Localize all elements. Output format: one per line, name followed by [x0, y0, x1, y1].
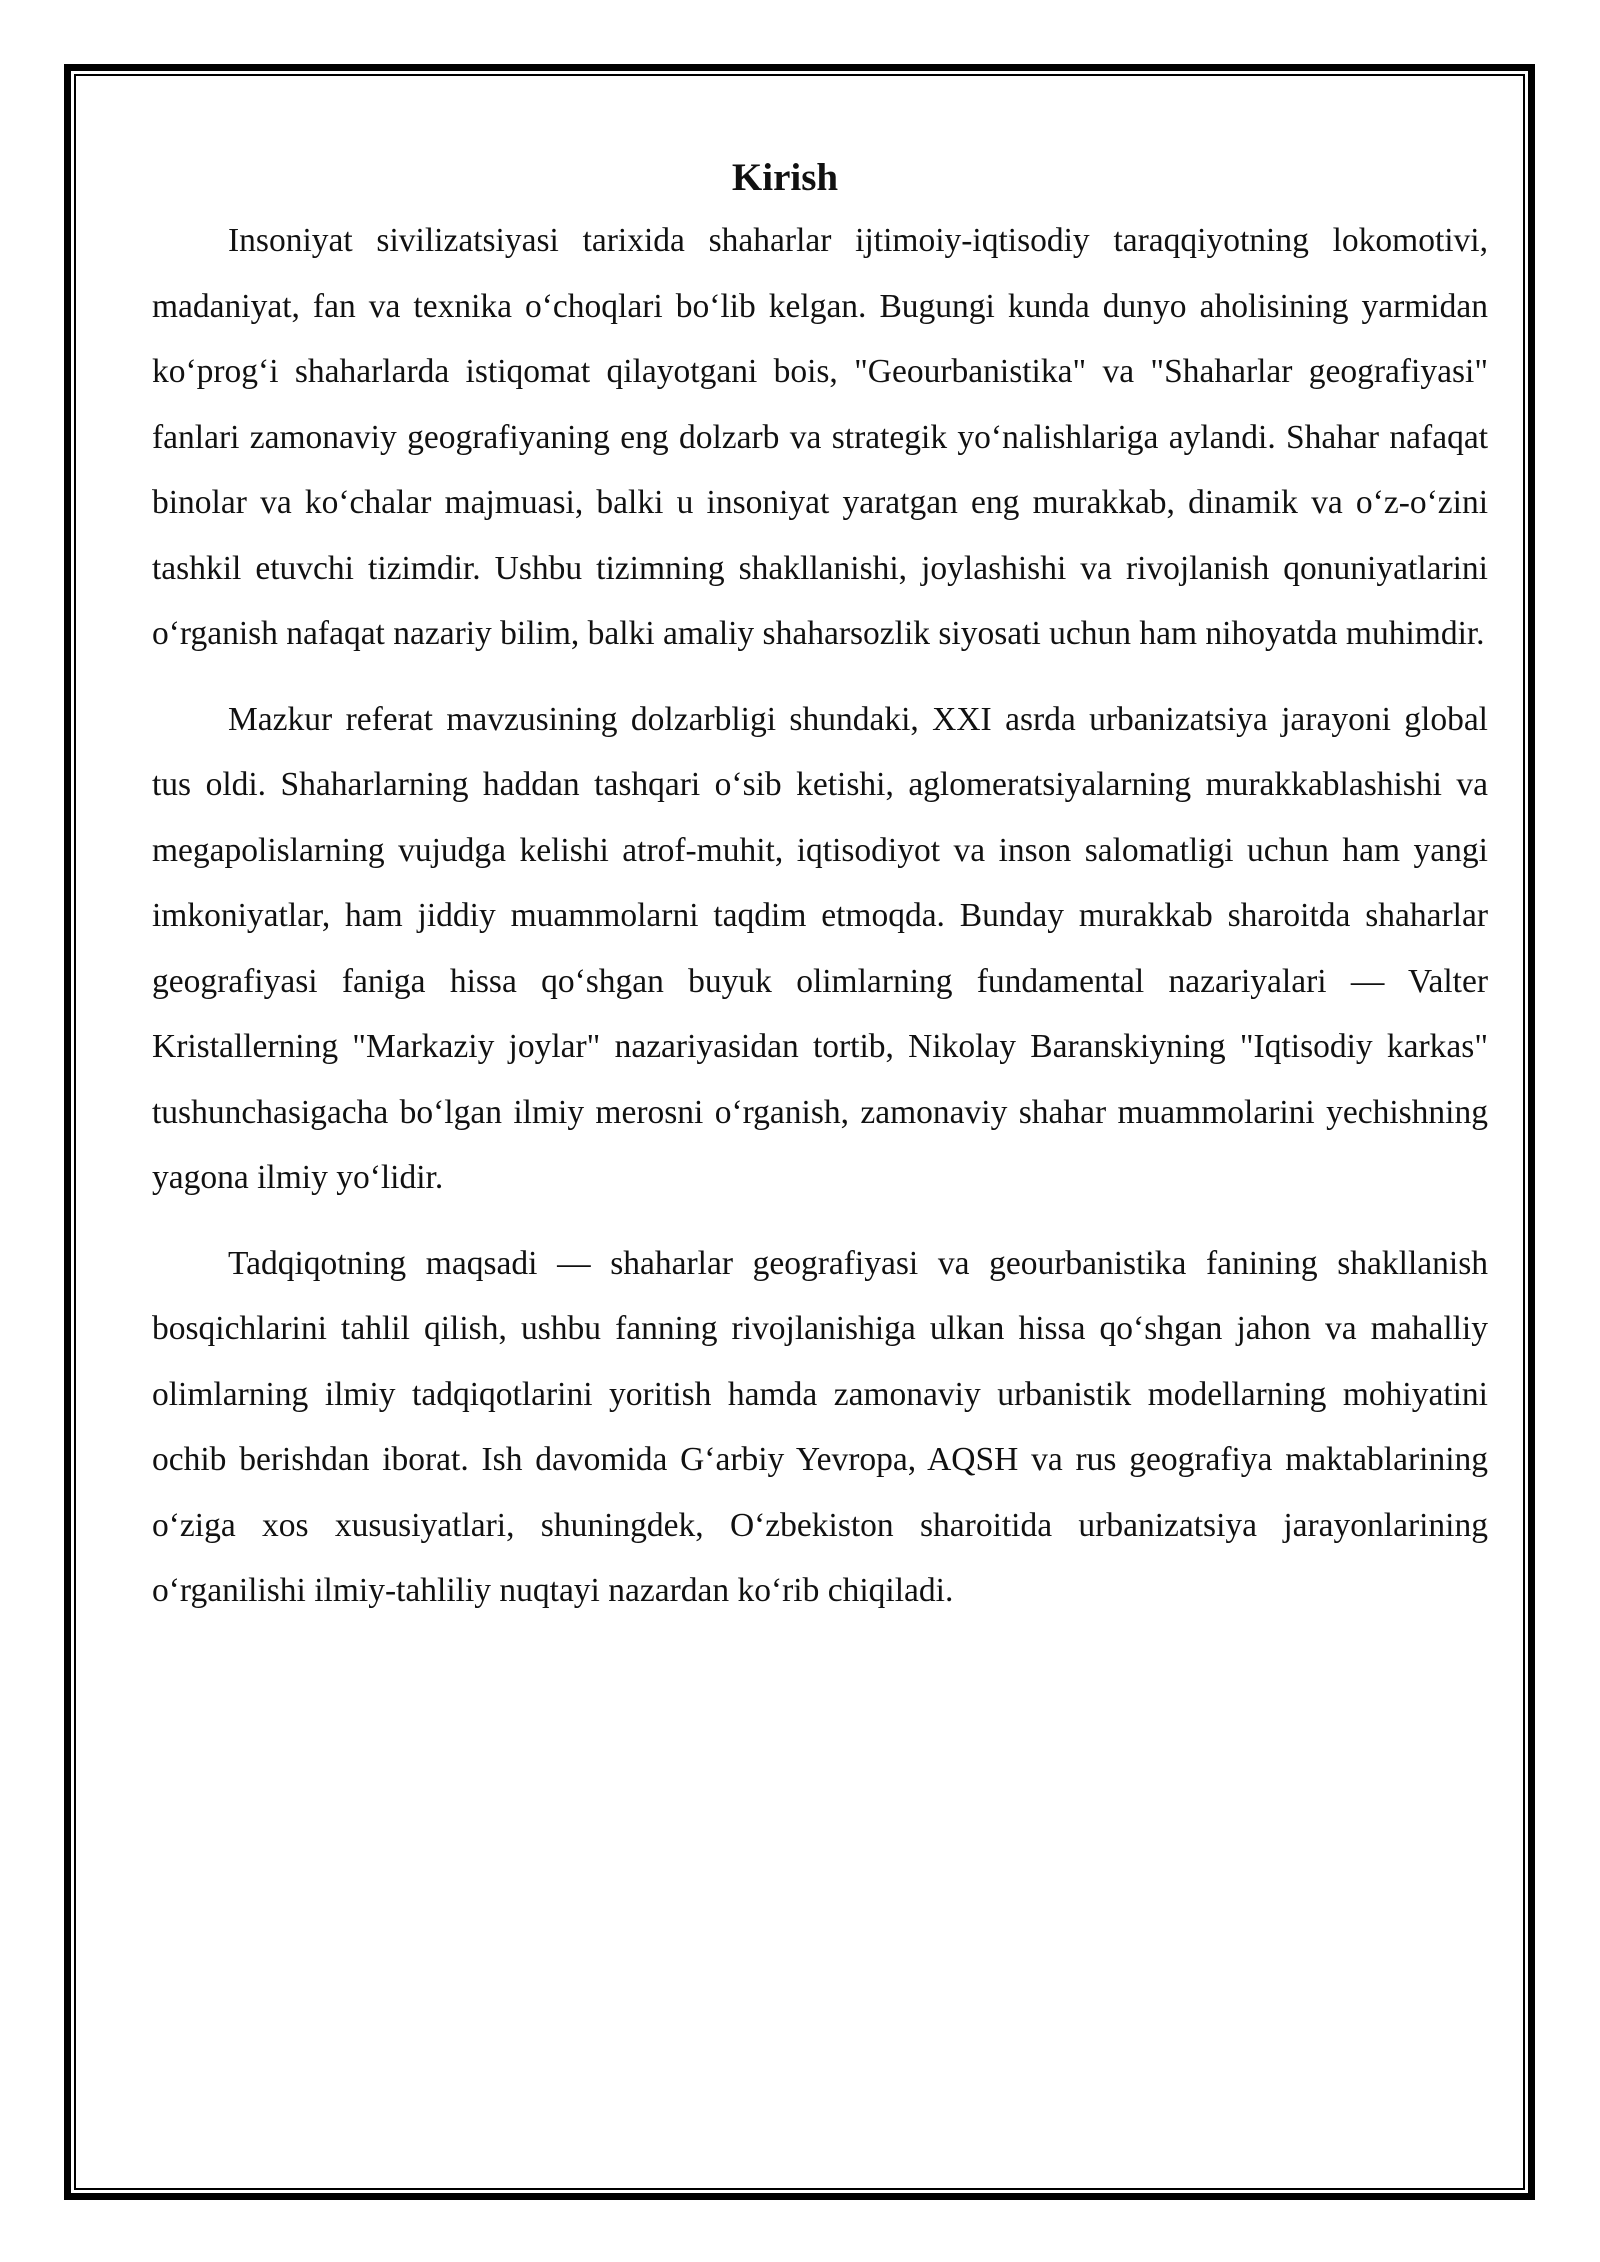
paragraph-relevance: Mazkur referat mavzusining dolzarbligi shundaki, XXI asrda urbanizatsiya jarayoni global tus oldi. Shaharlarning haddan tashqari o‘sib ketishi, aglomeratsiyalarning murakkablashishi va megapolislarning vujudga kelishi atrof-muhit, iqtisodiyot va inson salomatligi uchun ham yangi imkoniyatlar, ham jiddiy muammolarni taqdim etmoqda. Bunday murakkab sharoitda shaharlar geografiyasi faniga hissa qo‘shgan buyuk olimlarning fundamental nazariyalari — Valter Kristallerning "Markaziy joylar" nazariyasidan tortib, Nikolay Baranskiyning "Iqtisodiy karkas" tushunchasigacha bo‘lgan ilmiy merosni o‘rganish, zamonaviy shahar muammolarini yechishning yagona ilmiy yo‘lidir.: [152, 700, 1488, 1196]
paragraph-objective: Tadqiqotning maqsadi — shaharlar geografiyasi va geourbanistika fanining shakllanish bosqichlarini tahlil qilish, ushbu fanning rivojlanishiga ulkan hissa qo‘shgan jahon va mahalliy olimlarning ilmiy tadqiqotlarini yoritish hamda zamonaviy urbanistik modellarning mohiyatini ochib berishdan iborat. Ish davomida G‘arbiy Yevropa, AQSH va rus geografiya maktablarining o‘ziga xos xususiyatlari, shuningdek, O‘zbekiston sharoitida urbanizatsiya jarayonlarining o‘rganilishi ilmiy-tahliliy nuqtayi nazardan ko‘rib chiqiladi.: [152, 1244, 1488, 1609]
document-title: Kirish: [731, 156, 839, 199]
paragraph-introduction: Insoniyat sivilizatsiyasi tarixida shaharlar ijtimoiy-iqtisodiy taraqqiyotning lokomotivi, madaniyat, fan va texnika o‘choqlari bo‘lib kelgan. Bugungi kunda dunyo aholisining yarmidan ko‘prog‘i shaharlarda istiqomat qilayotgani bois, "Geourbanistika" va "Shaharlar geografiyasi" fanlari zamonaviy geografiyaning eng dolzarb va strategik yo‘nalishlariga aylandi. Shahar nafaqat binolar va ko‘chalar majmuasi, balki u insoniyat yaratgan eng murakkab, dinamik va o‘z-o‘zini tashkil etuvchi tizimdir. Ushbu tizimning shakllanishi, joylashishi va rivojlanish qonuniyatlarini o‘rganish nafaqat nazariy bilim, balki amaliy shaharsozlik siyosati uchun ham nihoyatda muhimdir.: [152, 222, 1488, 652]
document-body: [152, 148, 1488, 1624]
